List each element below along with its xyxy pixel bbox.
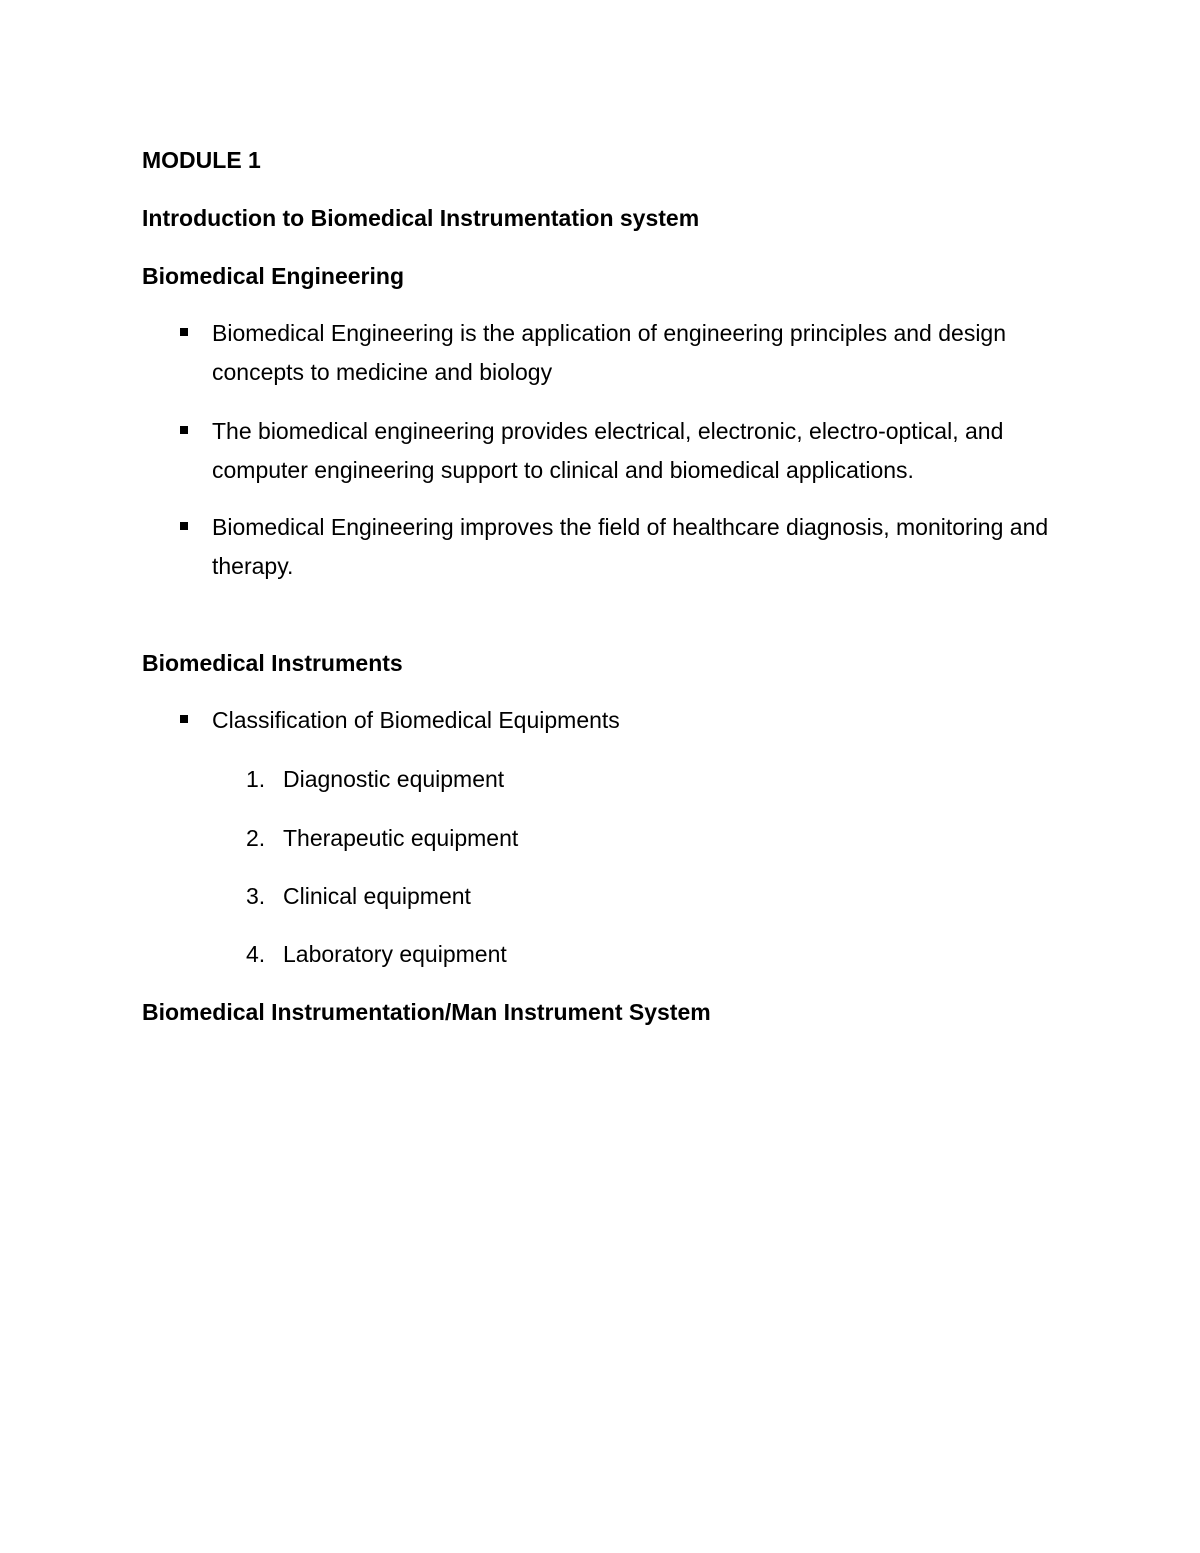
bullet-item: The biomedical engineering provides electrical, electronic, electro-optical, and computer engineering support to clinical and biomedical applications.: [212, 418, 1004, 483]
numbered-item: Laboratory equipment: [283, 941, 507, 967]
list-number: 3.: [246, 883, 266, 909]
list-number: 4.: [246, 941, 266, 967]
bullet-square-icon: [180, 522, 188, 530]
section-heading-biomedical-instruments: Biomedical Instruments: [142, 650, 403, 676]
section-heading-man-instrument-system: Biomedical Instrumentation/Man Instrument System: [142, 999, 711, 1025]
module-title: MODULE 1: [142, 147, 261, 173]
section-heading-biomedical-engineering: Biomedical Engineering: [142, 263, 404, 289]
bullet-item: Biomedical Engineering improves the field of healthcare diagnosis, monitoring and therapy.: [212, 514, 1049, 579]
numbered-item: Therapeutic equipment: [283, 825, 519, 851]
bullet-square-icon: [180, 328, 188, 336]
numbered-item: Diagnostic equipment: [283, 766, 505, 792]
numbered-item: Clinical equipment: [283, 883, 471, 909]
bullet-square-icon: [180, 715, 188, 723]
bullet-square-icon: [180, 426, 188, 434]
list-number: 1.: [246, 766, 266, 792]
intro-heading: Introduction to Biomedical Instrumentation system: [142, 205, 700, 231]
bullet-item: Classification of Biomedical Equipments: [212, 707, 620, 733]
list-number: 2.: [246, 825, 266, 851]
bullet-item: Biomedical Engineering is the application of engineering principles and design concepts to medicine and biology: [212, 320, 1007, 385]
